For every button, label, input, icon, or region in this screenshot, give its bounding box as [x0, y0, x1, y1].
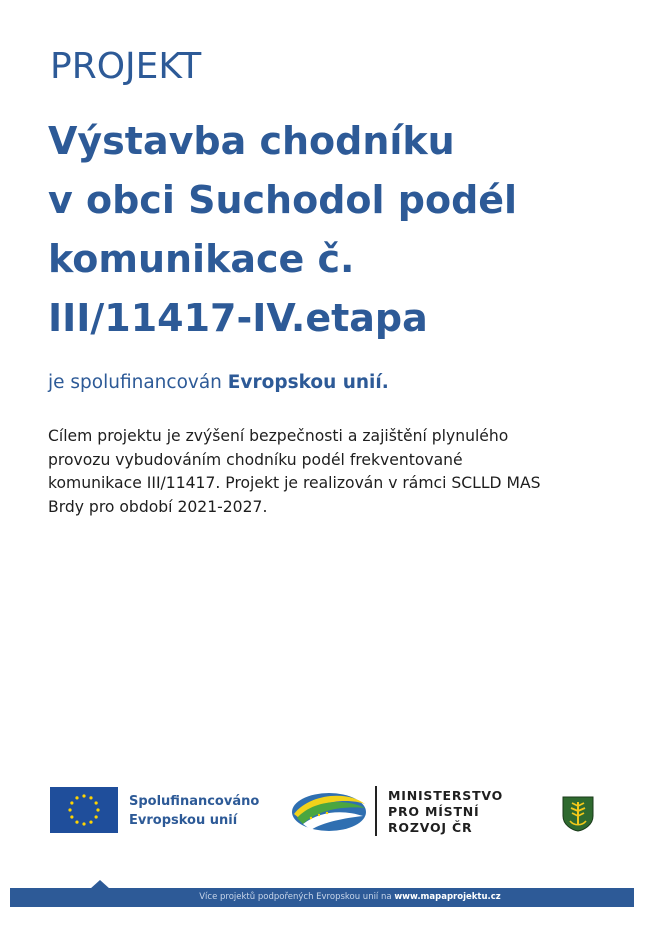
cofinancing-prefix: je spolufinancován [48, 372, 228, 393]
logo-strip [0, 780, 654, 840]
mmr-line1: MINISTERSTVO [388, 788, 504, 803]
project-title [48, 112, 628, 348]
title-line: Výstavba chodníku [48, 119, 455, 163]
eu-star [82, 794, 85, 797]
project-label: PROJEKT [50, 46, 202, 87]
eu-flag-icon [50, 787, 118, 833]
eu-star [96, 808, 99, 811]
cofinancing-bold: Evropskou unií. [227, 372, 389, 393]
eu-star [95, 801, 98, 804]
eu-star [75, 796, 78, 799]
footer-link[interactable]: www.mapaprojektu.cz [394, 892, 501, 902]
title-line: III/11417-IV.etapa [48, 296, 428, 340]
footer-bar [10, 888, 634, 907]
footer-text-prefix: Více projektů podpořených Evropskou unií na [199, 892, 395, 902]
title-line: komunikace č. [48, 237, 355, 281]
title-line: v obci Suchodol podél [48, 178, 518, 222]
eu-star [82, 822, 85, 825]
footer-notch [90, 880, 110, 889]
mmr-line3: ROZVOJ ČR [388, 820, 473, 835]
mas-brdy-logo-icon [289, 788, 369, 834]
project-description [48, 425, 608, 519]
eu-star [95, 815, 98, 818]
eu-star [75, 821, 78, 824]
description-line: komunikace III/11417. Projekt je realizován v rámci SCLLD MAS [48, 474, 541, 492]
description-line: provozu vybudováním chodníku podél frekventované [48, 450, 463, 469]
eu-cofinanced-text [129, 792, 259, 830]
eu-star [70, 815, 73, 818]
eu-star [68, 808, 71, 811]
eu-star [89, 821, 92, 824]
eu-text-line2: Evropskou unií [129, 813, 238, 828]
eu-flag-stars [50, 787, 118, 833]
description-line: Cílem projektu je zvýšení bezpečnosti a zajištění plynulého [48, 427, 509, 445]
mmr-logo-text [388, 788, 503, 836]
mmr-divider [375, 786, 377, 836]
eu-text-line1: Spolufinancováno [129, 794, 260, 809]
mmr-line2: PRO MÍSTNÍ [388, 804, 480, 819]
municipal-crest-icon [562, 796, 594, 832]
footer-text [10, 892, 654, 902]
description-line: Brdy pro období 2021-2027. [48, 497, 268, 516]
cofinancing-statement [48, 372, 389, 393]
eu-star [70, 801, 73, 804]
eu-star [89, 796, 92, 799]
